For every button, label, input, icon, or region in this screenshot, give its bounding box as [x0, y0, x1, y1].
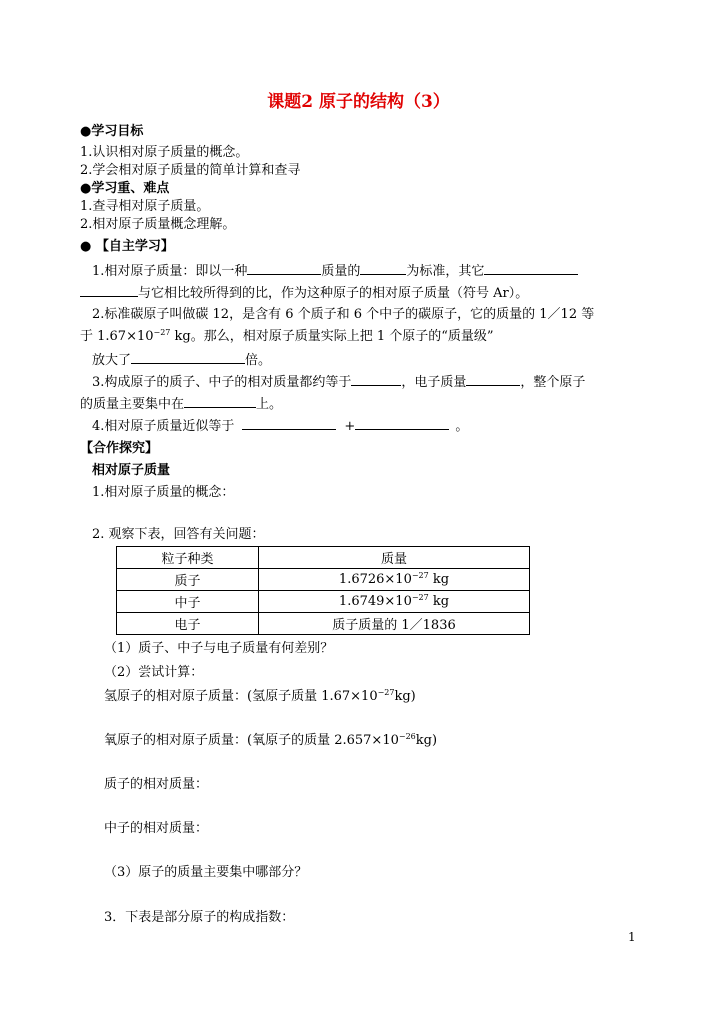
exponent: −27 [411, 593, 429, 602]
mass-value: 1.6749×10 [338, 594, 412, 609]
coop-sub2: （2）尝试计算： [104, 665, 204, 680]
table-cell: 中子 [117, 591, 259, 613]
key-points-heading: ●学习重、难点 [80, 181, 170, 196]
table-cell [259, 569, 530, 591]
table-header-cell: 质量 [259, 547, 530, 569]
neutron-line: 中子的相对质量： [104, 821, 209, 836]
self-study-q1-line2 [80, 284, 528, 303]
answer-blank [484, 262, 578, 275]
coop-heading: 【合作探究】 [80, 441, 159, 456]
q2-text: 于 1.67×10 [80, 329, 154, 344]
q3-text: 3.构成原子的质子、中子的相对质量都约等于 [92, 375, 352, 390]
table-header-cell: 粒子种类 [117, 547, 259, 569]
oxygen-label: 氧原子的相对原子质量：(氧原子的质量 2.657×10 [104, 733, 399, 748]
mass-unit: kg [428, 594, 450, 609]
coop-sub1: （1）质子、中子与电子质量有何差别？ [104, 641, 334, 656]
page-title: 课题2 原子的结构（3） [267, 92, 450, 112]
self-study-q3-line2 [80, 395, 282, 414]
self-study-q2-line1: 2.标准碳原子叫做碳 12，是含有 6 个质子和 6 个中子的碳原子，它的质量的 1／12 等 [92, 307, 595, 322]
page-number: 1 [628, 930, 636, 944]
coop-sub3: （3）原子的质量主要集中哪部分？ [104, 865, 308, 880]
q4-text: 。 [455, 419, 469, 434]
q3-text: 的质量主要集中在 [80, 397, 185, 412]
coop-q2: 2. 观察下表，回答有关问题： [92, 527, 265, 542]
q1-text: 与它相比较所得到的比，作为这种原子的相对原子质量（符号 Ar）。 [138, 286, 529, 301]
q3-text: ，电子质量 [401, 375, 467, 390]
goal-item: 1.认识相对原子质量的概念。 [80, 145, 249, 160]
coop-q1: 1.相对原子质量的概念： [92, 485, 235, 500]
answer-blank [355, 417, 449, 430]
goals-heading: ●学习目标 [80, 124, 144, 139]
self-study-q2-line3 [92, 351, 271, 370]
coop-q3: 3．下表是部分原子的构成指数： [104, 910, 295, 925]
table-cell [259, 591, 530, 613]
answer-blank [184, 395, 256, 408]
answer-blank [247, 262, 321, 275]
hydrogen-label: 氢原子的相对原子质量：(氢原子质量 1.67×10 [104, 689, 378, 704]
table-row [117, 613, 530, 635]
goal-item: 2.学会相对原子质量的简单计算和查寻 [80, 163, 301, 178]
plus-sign: + [344, 419, 356, 434]
table-row [117, 569, 530, 591]
table-cell: 质子 [117, 569, 259, 591]
q3-text: 上。 [256, 397, 283, 412]
self-study-q2-line2 [80, 328, 494, 346]
particle-mass-table [116, 546, 530, 635]
q4-text: 4.相对原子质量近似等于 [92, 419, 235, 434]
exponent: −26 [398, 732, 416, 741]
table-cell: 电子 [117, 613, 259, 635]
answer-blank [242, 417, 336, 430]
proton-line: 质子的相对质量： [104, 777, 209, 792]
q1-text: 质量的 [321, 264, 361, 279]
self-study-q1-line1 [92, 262, 578, 281]
answer-blank [466, 373, 520, 386]
key-point-item: 1.查寻相对原子质量。 [80, 199, 210, 214]
mass-value: 1.6726×10 [338, 572, 412, 587]
table-row [117, 591, 530, 613]
q1-text: 为标准，其它 [406, 264, 485, 279]
exponent: −27 [153, 328, 171, 337]
q1-text: 1.相对原子质量：即以一种 [92, 264, 248, 279]
answer-blank [351, 373, 401, 386]
self-study-heading: ● 【自主学习】 [80, 239, 174, 254]
key-point-item: 2.相对原子质量概念理解。 [80, 217, 236, 232]
self-study-q3-line1 [92, 373, 585, 392]
answer-blank [131, 351, 245, 364]
q2-text: kg。那么，相对原子质量实际上把 1 个原子的“质量级” [170, 329, 494, 344]
hydrogen-line [104, 688, 416, 706]
oxygen-unit: kg) [415, 733, 438, 748]
hydrogen-unit: kg) [394, 689, 416, 704]
table-header-row [117, 547, 530, 569]
q3-text: ，整个原子 [520, 375, 586, 390]
oxygen-line [104, 732, 437, 750]
mass-unit: kg [428, 572, 450, 587]
answer-blank [80, 284, 138, 297]
mass-value: 质子质量的 1／1836 [332, 618, 456, 633]
q2-text: 倍。 [245, 353, 272, 368]
exponent: −27 [377, 688, 395, 697]
answer-blank [360, 262, 406, 275]
coop-subheading: 相对原子质量 [92, 463, 171, 478]
self-study-q4 [92, 417, 468, 436]
exponent: −27 [411, 571, 429, 580]
table-cell [259, 613, 530, 635]
q2-text: 放大了 [92, 353, 132, 368]
